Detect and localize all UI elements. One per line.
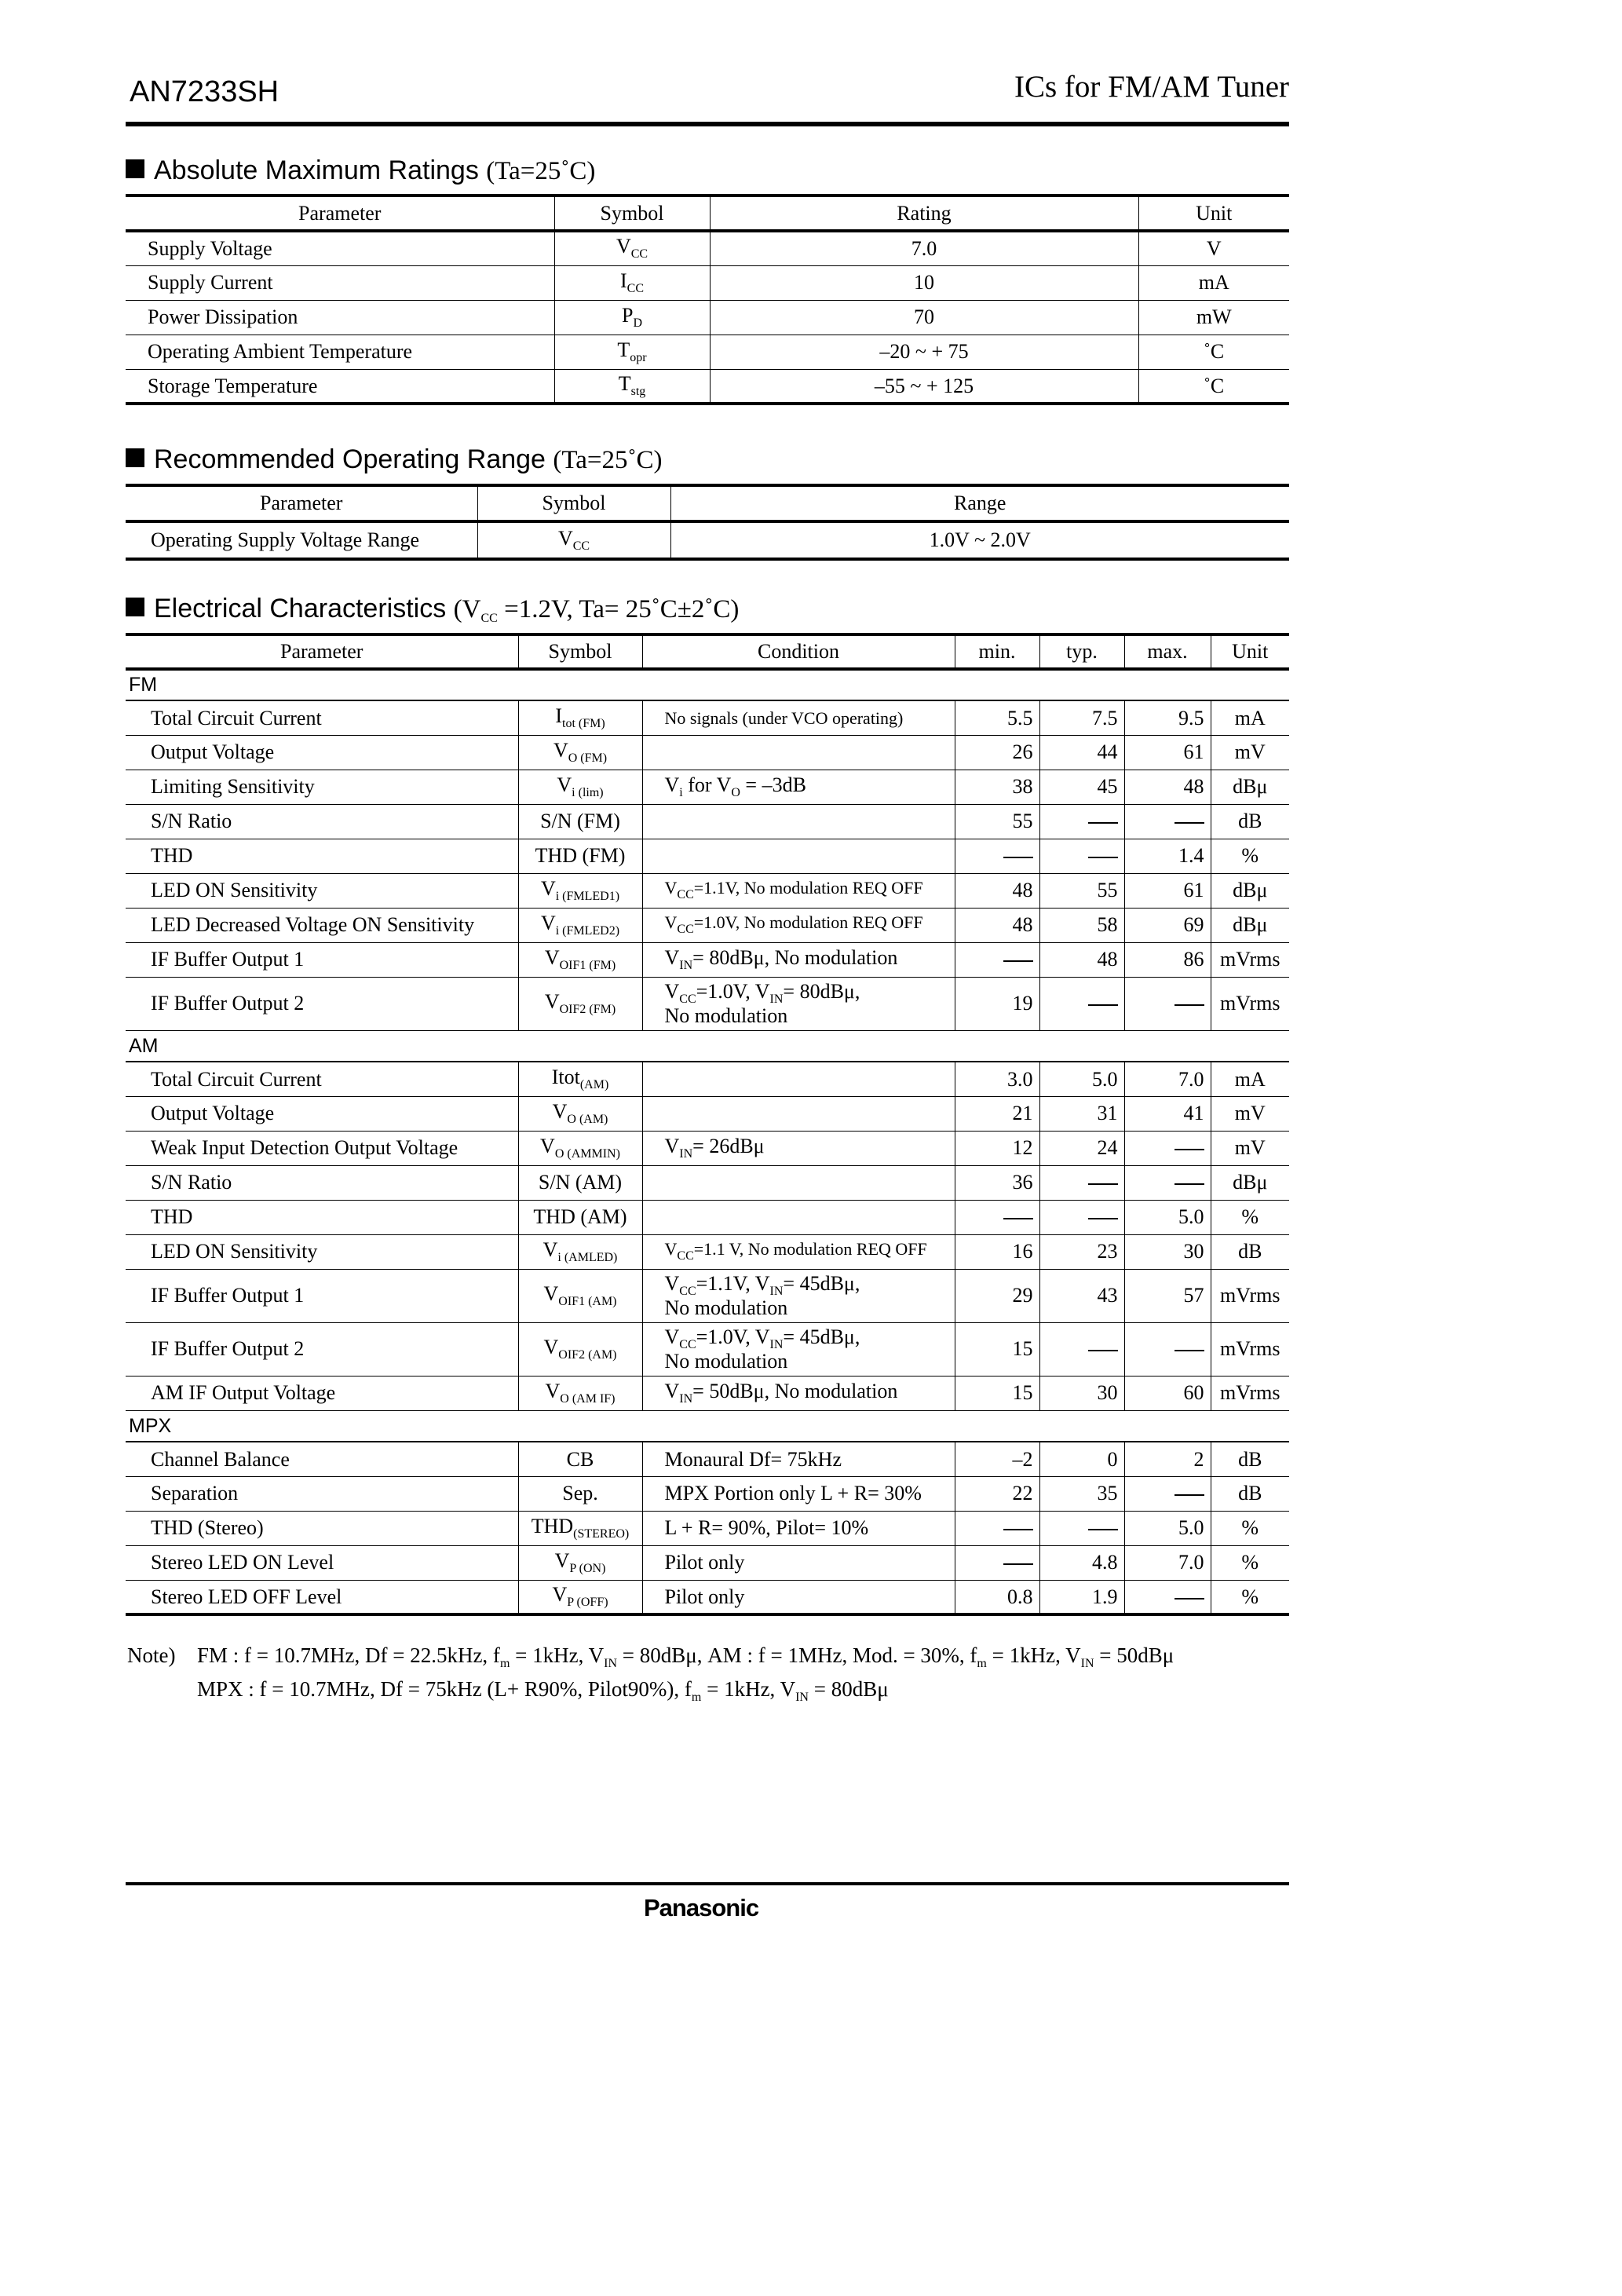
dash-icon bbox=[1174, 822, 1204, 824]
typ-cell: 58 bbox=[1039, 908, 1124, 942]
condition-cell: No signals (under VCO operating) bbox=[642, 700, 955, 735]
dash-icon bbox=[1088, 1218, 1118, 1219]
param-cell: THD bbox=[126, 1200, 518, 1234]
dash-icon bbox=[1003, 1529, 1033, 1530]
range-cell: 1.0V ~ 2.0V bbox=[670, 521, 1289, 559]
symbol-cell: $V_{i (FMLED1)}$ bbox=[518, 873, 642, 908]
unit-cell: mA bbox=[1211, 1062, 1289, 1096]
min-cell bbox=[955, 1200, 1039, 1234]
dash-icon bbox=[1174, 1004, 1204, 1006]
param-cell: IF Buffer Output 1 bbox=[126, 942, 518, 977]
param-cell: Output Voltage bbox=[126, 735, 518, 770]
rating-cell: 70 bbox=[710, 300, 1138, 335]
unit-cell: % bbox=[1211, 1200, 1289, 1234]
param-cell: LED Decreased Voltage ON Sensitivity bbox=[126, 908, 518, 942]
table-row bbox=[126, 908, 1289, 942]
typ-cell: 43 bbox=[1039, 1269, 1124, 1322]
max-cell: 48 bbox=[1124, 770, 1211, 804]
typ-cell bbox=[1039, 804, 1124, 839]
min-cell: 3.0 bbox=[955, 1062, 1039, 1096]
symbol-cell: CB bbox=[518, 1442, 642, 1476]
unit-cell: mVrms bbox=[1211, 977, 1289, 1030]
typ-cell bbox=[1039, 1200, 1124, 1234]
dash-icon bbox=[1174, 1149, 1204, 1150]
symbol-cell: $V_{O (AM IF)}$ bbox=[518, 1376, 642, 1410]
table-row bbox=[126, 1476, 1289, 1511]
dash-icon bbox=[1088, 1183, 1118, 1185]
param-cell: Supply Current bbox=[126, 265, 554, 300]
table-row bbox=[126, 1062, 1289, 1096]
note-line-1: Note) FM : f = 10.7MHz, Df = 22.5kHz, $f_m = 1kHz$, $V_{IN} = 80dB\mu$, AM : f = 1MHz, Mod. = 30%, $f_m = 1kHz$, $V_{IN} = 50dB\mu$ bbox=[127, 1643, 1174, 1670]
table-row bbox=[126, 804, 1289, 839]
max-cell: 60 bbox=[1124, 1376, 1211, 1410]
table-row bbox=[126, 300, 1289, 335]
param-cell: Operating Ambient Temperature bbox=[126, 335, 554, 369]
unit-cell: mA bbox=[1138, 265, 1289, 300]
col-header: min. bbox=[955, 634, 1039, 669]
unit-cell: % bbox=[1211, 1511, 1289, 1545]
unit-cell: mV bbox=[1211, 1096, 1289, 1131]
condition-cell: $V_{CC}=1.0V$, $V_{IN}= 45dB\mu$, No modulation bbox=[642, 1322, 955, 1376]
param-cell: LED ON Sensitivity bbox=[126, 873, 518, 908]
max-cell: 30 bbox=[1124, 1234, 1211, 1269]
table-row bbox=[126, 1234, 1289, 1269]
table-row bbox=[126, 977, 1289, 1030]
param-cell: Weak Input Detection Output Voltage bbox=[126, 1131, 518, 1165]
max-cell: 57 bbox=[1124, 1269, 1211, 1322]
col-header: max. bbox=[1124, 634, 1211, 669]
typ-cell bbox=[1039, 1165, 1124, 1200]
table-row bbox=[126, 1322, 1289, 1376]
param-cell: Stereo LED OFF Level bbox=[126, 1580, 518, 1614]
min-cell bbox=[955, 942, 1039, 977]
param-cell: Stereo LED ON Level bbox=[126, 1545, 518, 1580]
min-cell: 12 bbox=[955, 1131, 1039, 1165]
param-cell: IF Buffer Output 2 bbox=[126, 977, 518, 1030]
condition-cell bbox=[642, 1165, 955, 1200]
max-cell bbox=[1124, 804, 1211, 839]
table-row bbox=[126, 1580, 1289, 1614]
table-row bbox=[126, 265, 1289, 300]
typ-cell: 24 bbox=[1039, 1131, 1124, 1165]
col-header: Parameter bbox=[126, 196, 554, 231]
min-cell: 26 bbox=[955, 735, 1039, 770]
symbol-cell: Itot$_{(AM)}$ bbox=[518, 1062, 642, 1096]
param-cell: Output Voltage bbox=[126, 1096, 518, 1131]
unit-cell: ˚C bbox=[1138, 335, 1289, 369]
table-row bbox=[126, 369, 1289, 404]
condition-cell: $V_{CC}=1.1V$, $V_{IN}= 45dB\mu$, No modulation bbox=[642, 1269, 955, 1322]
rating-cell: –20 ~ + 75 bbox=[710, 335, 1138, 369]
rating-cell: 7.0 bbox=[710, 231, 1138, 265]
col-header: Symbol bbox=[518, 634, 642, 669]
min-cell: 29 bbox=[955, 1269, 1039, 1322]
symbol-cell: $V_{OIF1 (AM)}$ bbox=[518, 1269, 642, 1322]
condition-cell: Pilot only bbox=[642, 1580, 955, 1614]
symbol-cell: $V_{P (OFF)}$ bbox=[518, 1580, 642, 1614]
symbol-cell: THD (FM) bbox=[518, 839, 642, 873]
min-cell: 21 bbox=[955, 1096, 1039, 1131]
param-cell: THD bbox=[126, 839, 518, 873]
min-cell: 5.5 bbox=[955, 700, 1039, 735]
symbol-cell: $V_{CC}$ bbox=[477, 521, 670, 559]
typ-cell: 44 bbox=[1039, 735, 1124, 770]
min-cell: 48 bbox=[955, 908, 1039, 942]
min-cell: 55 bbox=[955, 804, 1039, 839]
min-cell: 48 bbox=[955, 873, 1039, 908]
max-cell: 1.4 bbox=[1124, 839, 1211, 873]
min-cell: 38 bbox=[955, 770, 1039, 804]
unit-cell: dBμ bbox=[1211, 1165, 1289, 1200]
unit-cell: dB bbox=[1211, 804, 1289, 839]
max-cell bbox=[1124, 1165, 1211, 1200]
unit-cell: dB bbox=[1211, 1234, 1289, 1269]
min-cell: 0.8 bbox=[955, 1580, 1039, 1614]
group-label: MPX bbox=[126, 1410, 1289, 1442]
unit-cell: V bbox=[1138, 231, 1289, 265]
min-cell: 16 bbox=[955, 1234, 1039, 1269]
table-row bbox=[126, 873, 1289, 908]
group-label: AM bbox=[126, 1030, 1289, 1062]
param-cell: Storage Temperature bbox=[126, 369, 554, 404]
condition-cell bbox=[642, 1062, 955, 1096]
param-cell: Total Circuit Current bbox=[126, 1062, 518, 1096]
param-cell: Operating Supply Voltage Range bbox=[126, 521, 477, 559]
condition-cell: $V_{CC}=1.0V$, $V_{IN}= 80dB\mu$, No modulation bbox=[642, 977, 955, 1030]
condition-cell: $V_{CC}=1.1V$, No modulation REQ OFF bbox=[642, 873, 955, 908]
header-rule bbox=[126, 122, 1289, 126]
unit-cell: mW bbox=[1138, 300, 1289, 335]
max-cell: 5.0 bbox=[1124, 1200, 1211, 1234]
symbol-cell: $P_D$ bbox=[554, 300, 710, 335]
max-cell bbox=[1124, 1131, 1211, 1165]
unit-cell: dB bbox=[1211, 1476, 1289, 1511]
bullet-square-icon bbox=[126, 598, 144, 616]
dash-icon bbox=[1003, 960, 1033, 962]
max-cell bbox=[1124, 977, 1211, 1030]
symbol-cell: $V_{i (lim)}$ bbox=[518, 770, 642, 804]
unit-cell: dBμ bbox=[1211, 873, 1289, 908]
param-cell: Supply Voltage bbox=[126, 231, 554, 265]
symbol-cell: Sep. bbox=[518, 1476, 642, 1511]
param-cell: Channel Balance bbox=[126, 1442, 518, 1476]
condition-cell bbox=[642, 1200, 955, 1234]
unit-cell: dBμ bbox=[1211, 770, 1289, 804]
typ-cell: 7.5 bbox=[1039, 700, 1124, 735]
unit-cell: % bbox=[1211, 1545, 1289, 1580]
col-header: Parameter bbox=[126, 485, 477, 521]
symbol-cell: $V_{O (AMMIN)}$ bbox=[518, 1131, 642, 1165]
param-cell: Power Dissipation bbox=[126, 300, 554, 335]
typ-cell bbox=[1039, 839, 1124, 873]
table-row bbox=[126, 1545, 1289, 1580]
param-cell: AM IF Output Voltage bbox=[126, 1376, 518, 1410]
max-cell bbox=[1124, 1580, 1211, 1614]
note-line-2: MPX : f = 10.7MHz, Df = 75kHz (L+ R90%, Pilot90%), $f_m = 1kHz$, $V_{IN} = 80dB\mu$ bbox=[197, 1677, 889, 1704]
symbol-cell: S/N (FM) bbox=[518, 804, 642, 839]
table-row bbox=[126, 521, 1289, 559]
unit-cell: mA bbox=[1211, 700, 1289, 735]
col-header: Symbol bbox=[477, 485, 670, 521]
typ-cell: 35 bbox=[1039, 1476, 1124, 1511]
rating-cell: 10 bbox=[710, 265, 1138, 300]
typ-cell: 0 bbox=[1039, 1442, 1124, 1476]
max-cell: 9.5 bbox=[1124, 700, 1211, 735]
typ-cell: 23 bbox=[1039, 1234, 1124, 1269]
max-cell: 7.0 bbox=[1124, 1545, 1211, 1580]
symbol-cell: $V_{i (AMLED)}$ bbox=[518, 1234, 642, 1269]
rec-range-table bbox=[126, 484, 1289, 561]
condition-cell: $V_{CC}=1.1$ V, No modulation REQ OFF bbox=[642, 1234, 955, 1269]
table-row bbox=[126, 942, 1289, 977]
test-conditions-note bbox=[127, 1643, 1174, 1710]
max-cell: 2 bbox=[1124, 1442, 1211, 1476]
condition-cell bbox=[642, 839, 955, 873]
dash-icon bbox=[1174, 1598, 1204, 1600]
min-cell: 15 bbox=[955, 1322, 1039, 1376]
col-header: Condition bbox=[642, 634, 955, 669]
electrical-characteristics-table bbox=[126, 633, 1289, 1616]
param-cell: Total Circuit Current bbox=[126, 700, 518, 735]
group-label: FM bbox=[126, 669, 1289, 700]
max-cell: 69 bbox=[1124, 908, 1211, 942]
typ-cell: 55 bbox=[1039, 873, 1124, 908]
symbol-cell: S/N (AM) bbox=[518, 1165, 642, 1200]
dash-icon bbox=[1174, 1350, 1204, 1351]
col-header: Range bbox=[670, 485, 1289, 521]
rec-range-title: Recommended Operating Range (Ta=25˚C) bbox=[126, 444, 663, 475]
max-cell: 7.0 bbox=[1124, 1062, 1211, 1096]
symbol-cell: $V_{OIF2 (AM)}$ bbox=[518, 1322, 642, 1376]
abs-max-table bbox=[126, 194, 1289, 405]
document-category: ICs for FM/AM Tuner bbox=[1014, 70, 1289, 104]
min-cell: 19 bbox=[955, 977, 1039, 1030]
typ-cell: 5.0 bbox=[1039, 1062, 1124, 1096]
dash-icon bbox=[1174, 1494, 1204, 1496]
unit-cell: ˚C bbox=[1138, 369, 1289, 404]
unit-cell: mVrms bbox=[1211, 942, 1289, 977]
footer-rule bbox=[126, 1882, 1289, 1885]
bullet-square-icon bbox=[126, 159, 144, 178]
table-row bbox=[126, 1511, 1289, 1545]
col-header: Unit bbox=[1211, 634, 1289, 669]
unit-cell: mV bbox=[1211, 1131, 1289, 1165]
typ-cell: 1.9 bbox=[1039, 1580, 1124, 1614]
typ-cell: 45 bbox=[1039, 770, 1124, 804]
condition-cell: Pilot only bbox=[642, 1545, 955, 1580]
table-row bbox=[126, 1269, 1289, 1322]
unit-cell: mVrms bbox=[1211, 1322, 1289, 1376]
param-cell: IF Buffer Output 1 bbox=[126, 1269, 518, 1322]
group-row bbox=[126, 1030, 1289, 1062]
table-row bbox=[126, 1131, 1289, 1165]
condition-cell: $V_{CC}=1.0V$, No modulation REQ OFF bbox=[642, 908, 955, 942]
col-header: typ. bbox=[1039, 634, 1124, 669]
table-row bbox=[126, 770, 1289, 804]
table-row bbox=[126, 1442, 1289, 1476]
symbol-cell: $V_{O (FM)}$ bbox=[518, 735, 642, 770]
max-cell: 61 bbox=[1124, 873, 1211, 908]
unit-cell: mVrms bbox=[1211, 1376, 1289, 1410]
group-row bbox=[126, 1410, 1289, 1442]
elec-condition: ($V_{CC} =1.2V$, Ta= 25˚C±2˚C) bbox=[453, 595, 740, 625]
symbol-cell: $I_{tot (FM)}$ bbox=[518, 700, 642, 735]
symbol-cell: $THD_{(STEREO)}$ bbox=[518, 1511, 642, 1545]
symbol-cell: THD (AM) bbox=[518, 1200, 642, 1234]
min-cell bbox=[955, 1511, 1039, 1545]
max-cell: 5.0 bbox=[1124, 1511, 1211, 1545]
abs-max-title: Absolute Maximum Ratings (Ta=25˚C) bbox=[126, 155, 595, 186]
min-cell bbox=[955, 839, 1039, 873]
min-cell: –2 bbox=[955, 1442, 1039, 1476]
symbol-cell: $T_{opr}$ bbox=[554, 335, 710, 369]
dash-icon bbox=[1088, 1004, 1118, 1006]
param-cell: THD (Stereo) bbox=[126, 1511, 518, 1545]
symbol-cell: $V_{O (AM)}$ bbox=[518, 1096, 642, 1131]
symbol-cell: $I_{CC}$ bbox=[554, 265, 710, 300]
param-cell: Separation bbox=[126, 1476, 518, 1511]
condition-cell bbox=[642, 735, 955, 770]
dash-icon bbox=[1088, 1529, 1118, 1530]
table-row bbox=[126, 335, 1289, 369]
part-number: AN7233SH bbox=[130, 75, 279, 108]
col-header: Rating bbox=[710, 196, 1138, 231]
min-cell bbox=[955, 1545, 1039, 1580]
table-row bbox=[126, 700, 1289, 735]
min-cell: 22 bbox=[955, 1476, 1039, 1511]
col-header: Parameter bbox=[126, 634, 518, 669]
min-cell: 36 bbox=[955, 1165, 1039, 1200]
symbol-cell: $V_{CC}$ bbox=[554, 231, 710, 265]
dash-icon bbox=[1003, 857, 1033, 858]
elec-title: Electrical Characteristics ($V_{CC} =1.2V$, Ta= 25˚C±2˚C) bbox=[126, 594, 739, 626]
unit-cell: dBμ bbox=[1211, 908, 1289, 942]
max-cell: 41 bbox=[1124, 1096, 1211, 1131]
unit-cell: % bbox=[1211, 1580, 1289, 1614]
typ-cell bbox=[1039, 977, 1124, 1030]
condition-cell: L + R= 90%, Pilot= 10% bbox=[642, 1511, 955, 1545]
param-cell: LED ON Sensitivity bbox=[126, 1234, 518, 1269]
symbol-cell: $V_{OIF2 (FM)}$ bbox=[518, 977, 642, 1030]
condition-cell bbox=[642, 1096, 955, 1131]
condition-cell bbox=[642, 804, 955, 839]
condition-cell: MPX Portion only L + R= 30% bbox=[642, 1476, 955, 1511]
condition-cell: $V_i$ for $V_O = -3dB$ bbox=[642, 770, 955, 804]
typ-cell bbox=[1039, 1322, 1124, 1376]
col-header: Symbol bbox=[554, 196, 710, 231]
condition-cell: $V_{IN}= 80dB\mu$, No modulation bbox=[642, 942, 955, 977]
typ-cell: 31 bbox=[1039, 1096, 1124, 1131]
min-cell: 15 bbox=[955, 1376, 1039, 1410]
group-row bbox=[126, 669, 1289, 700]
typ-cell: 48 bbox=[1039, 942, 1124, 977]
table-row bbox=[126, 735, 1289, 770]
dash-icon bbox=[1088, 1350, 1118, 1351]
table-row bbox=[126, 231, 1289, 265]
dash-icon bbox=[1003, 1563, 1033, 1565]
max-cell bbox=[1124, 1322, 1211, 1376]
table-row bbox=[126, 1376, 1289, 1410]
symbol-cell: $T_{stg}$ bbox=[554, 369, 710, 404]
param-cell: S/N Ratio bbox=[126, 1165, 518, 1200]
unit-cell: mVrms bbox=[1211, 1269, 1289, 1322]
bullet-square-icon bbox=[126, 448, 144, 467]
unit-cell: mV bbox=[1211, 735, 1289, 770]
rating-cell: –55 ~ + 125 bbox=[710, 369, 1138, 404]
max-cell bbox=[1124, 1476, 1211, 1511]
dash-icon bbox=[1088, 822, 1118, 824]
symbol-cell: $V_{P (ON)}$ bbox=[518, 1545, 642, 1580]
table-row bbox=[126, 1096, 1289, 1131]
max-cell: 61 bbox=[1124, 735, 1211, 770]
dash-icon bbox=[1088, 857, 1118, 858]
symbol-cell: $V_{OIF1 (FM)}$ bbox=[518, 942, 642, 977]
condition-cell: $V_{IN}= 26dB\mu$ bbox=[642, 1131, 955, 1165]
symbol-cell: $V_{i (FMLED2)}$ bbox=[518, 908, 642, 942]
typ-cell: 30 bbox=[1039, 1376, 1124, 1410]
unit-cell: dB bbox=[1211, 1442, 1289, 1476]
typ-cell bbox=[1039, 1511, 1124, 1545]
param-cell: IF Buffer Output 2 bbox=[126, 1322, 518, 1376]
dash-icon bbox=[1174, 1183, 1204, 1185]
table-row bbox=[126, 1165, 1289, 1200]
max-cell: 86 bbox=[1124, 942, 1211, 977]
condition-cell: $V_{IN}= 50dB\mu$, No modulation bbox=[642, 1376, 955, 1410]
col-header: Unit bbox=[1138, 196, 1289, 231]
dash-icon bbox=[1003, 1218, 1033, 1219]
condition-cell: Monaural Df= 75kHz bbox=[642, 1442, 955, 1476]
unit-cell: % bbox=[1211, 839, 1289, 873]
panasonic-logo: Panasonic bbox=[644, 1894, 759, 1921]
table-row bbox=[126, 1200, 1289, 1234]
param-cell: S/N Ratio bbox=[126, 804, 518, 839]
table-row bbox=[126, 839, 1289, 873]
typ-cell: 4.8 bbox=[1039, 1545, 1124, 1580]
param-cell: Limiting Sensitivity bbox=[126, 770, 518, 804]
